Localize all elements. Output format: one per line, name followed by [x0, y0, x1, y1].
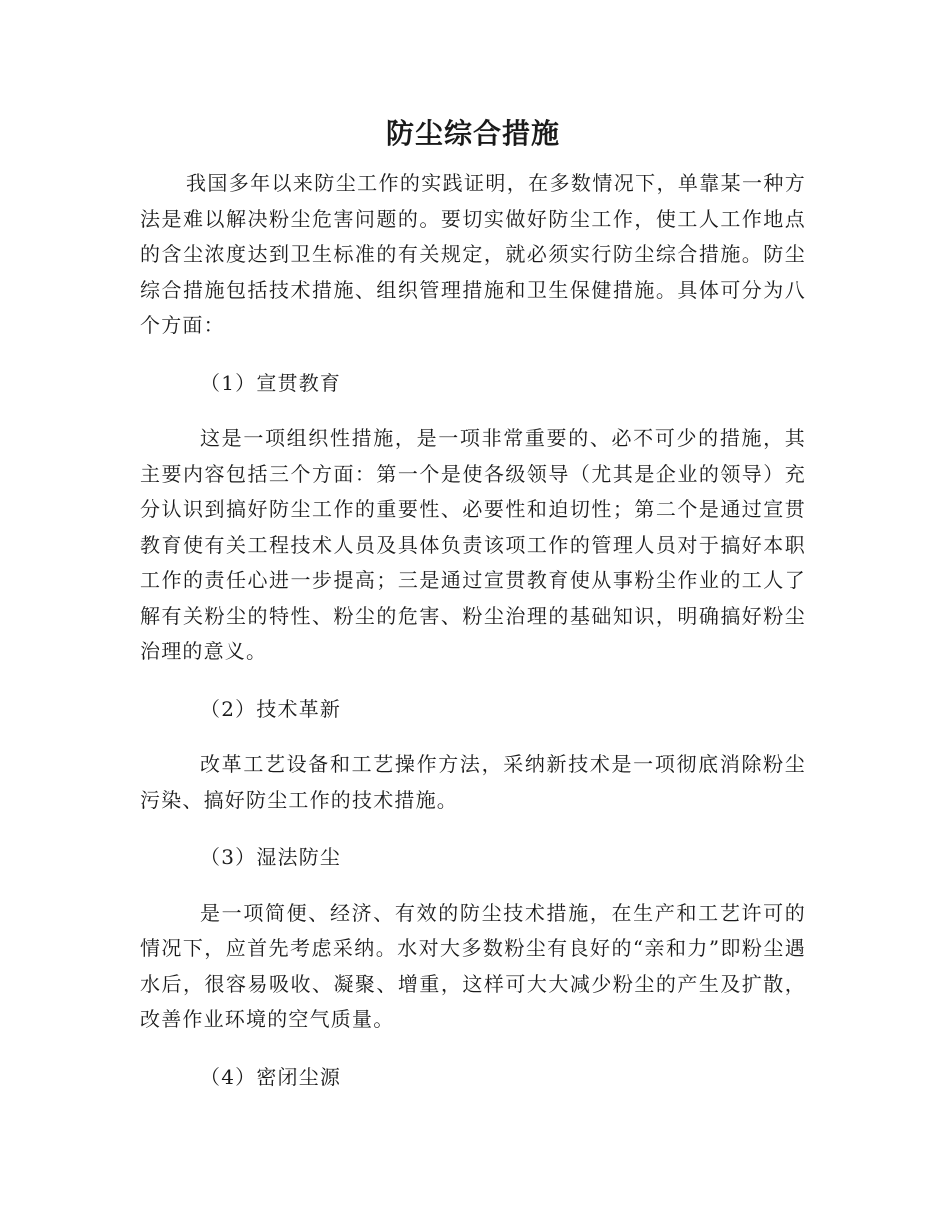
section-body-3: 是一项简便、经济、有效的防尘技术措施，在生产和工艺许可的情况下，应首先考虑采纳。水对大多数粉尘有良好的“亲和力”即粉尘遇水后，很容易吸收、凝聚、增重，这样可大大减少粉尘的产生及扩散，改善作业环境的空气质量。 — [140, 900, 806, 1031]
section-heading-4: （4）密闭尘源 — [200, 1064, 342, 1089]
spacer — [140, 670, 806, 692]
spacer — [140, 818, 806, 840]
spacer — [140, 1038, 806, 1060]
spacer — [140, 727, 806, 747]
section-body-2: 改革工艺设备和工艺操作方法，采纳新技术是一项彻底消除粉尘污染、搞好防尘工作的技术措施。 — [140, 752, 806, 812]
document-content — [140, 112, 806, 1095]
section-heading-3: （3）湿法防尘 — [200, 845, 342, 869]
section-body-1: 这是一项组织性措施，是一项非常重要的、必不可少的措施，其主要内容包括三个方面：第一个是使各级领导（尤其是企业的领导）充分认识到搞好防尘工作的重要性、必要性和迫切性；第二个是通过宣贯教育使有关工程技术人员及具体负责该项工作的管理人员对于搞好本职工作的责任心进一步提高；三是通过宣贯教育使从事粉尘作业的工人了解有关粉尘的特性、粉尘的危害、粉尘治理的基础知识，明确搞好粉尘治理的意义。 — [140, 426, 806, 663]
section-heading-2: （2）技术革新 — [200, 696, 342, 721]
spacer — [140, 401, 806, 421]
section-heading-1: （1）宣贯教育 — [200, 370, 342, 395]
intro-paragraph: 我国多年以来防尘工作的实践证明，在多数情况下，单靠某一种方法是难以解决粉尘危害问题的。要切实做好防尘工作，使工人工作地点的含尘浓度达到卫生标准的有关规定，就必须实行防尘综合措施。防尘综合措施包括技术措施、组织管理措施和卫生保健措施。具体可分为八个方面： — [140, 171, 806, 337]
document-title: 防尘综合措施 — [385, 117, 560, 150]
spacer — [140, 876, 806, 896]
spacer — [140, 344, 806, 366]
